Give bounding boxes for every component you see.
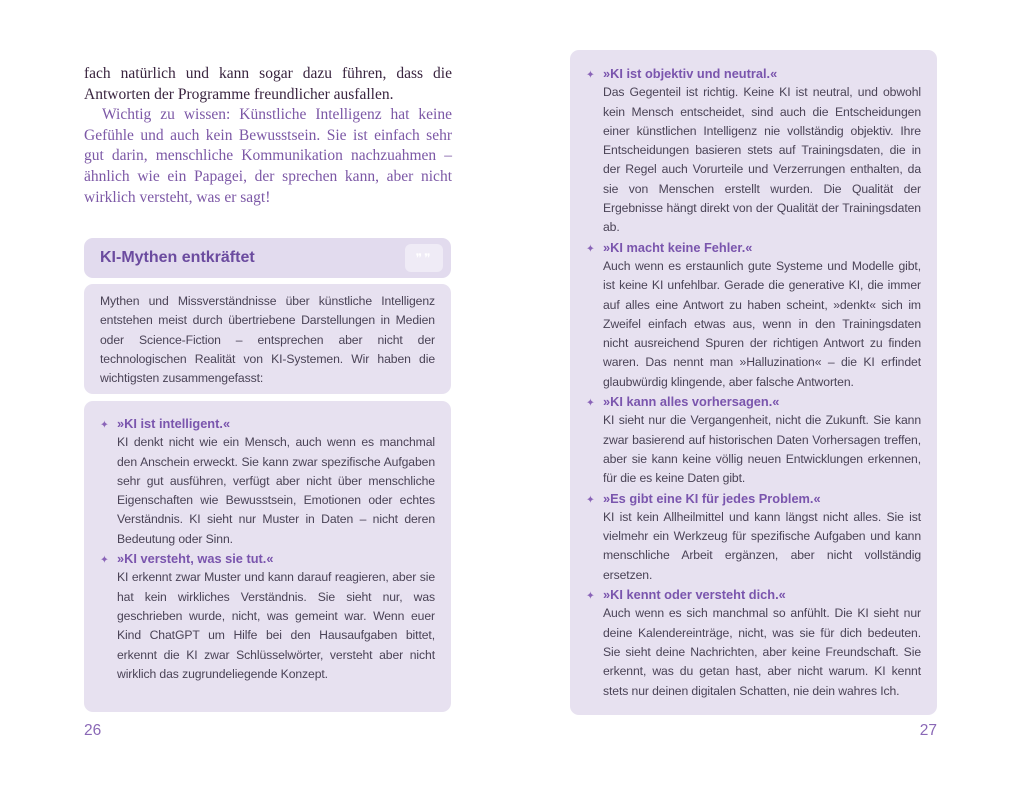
page-number-right: 27 — [919, 722, 937, 739]
myth-body: Auch wenn es erstaunlich gute Systeme und Modelle gibt, ist keine KI unfehlbar. Gerade die generative KI, die immer auf alles eine Antwort zu haben scheint, »denkt« sich im Zweifel einfach etwas aus, wenn in den Trainingsdaten nicht ausreichend Spuren der richtigen Antwort zu finden waren. Das nennt man »Halluzination« – die KI erfindet glaubwürdig klingende, aber falsche Antworten. — [603, 258, 921, 389]
left-myths-panel — [84, 401, 451, 712]
bullet-star-icon: ✦ — [586, 69, 595, 81]
myth-item — [586, 489, 921, 585]
myth-item — [586, 585, 921, 701]
myth-body: KI sieht nur die Vergangenheit, nicht die Zukunft. Sie kann zwar basierend auf historischen Daten Vorhersagen treffen, aber sie kann keine völlig neuen Entwicklungen erkennen, für die es keine Daten gibt. — [603, 413, 921, 486]
myth-body: KI denkt nicht wie ein Mensch, auch wenn es manchmal den Anschein erweckt. Sie kann zwar spezifische Aufgaben sehr gut ausführen, verfügt aber nicht über menschliche Eigenschaften wie Bewusstsein, Emotionen oder echtes Verständnis. KI sieht nur Muster in Daten – nicht deren Bedeutung oder Sinn. — [117, 435, 435, 546]
right-myths-panel — [570, 50, 937, 715]
quote-icon: ❞❞ — [405, 244, 443, 272]
myth-item — [586, 238, 921, 392]
bullet-star-icon: ✦ — [586, 397, 595, 410]
myth-title: »KI ist objektiv und neutral.« — [603, 66, 778, 81]
page-number-left: 26 — [84, 722, 102, 739]
bullet-star-icon: ✦ — [100, 419, 109, 431]
myth-body: KI ist kein Allheilmittel und kann längst nicht alles. Sie ist vielmehr ein Werkzeug für spezifische Aufgaben und kann menschliche Arbeit ergänzen, aber nicht vollständig ersetzen. — [603, 509, 921, 582]
bullet-star-icon: ✦ — [586, 242, 595, 255]
myth-intro-panel — [84, 284, 451, 394]
myth-title: »KI ist intelligent.« — [117, 416, 231, 431]
myth-title: »Es gibt eine KI für jedes Problem.« — [603, 490, 821, 506]
myth-title: »KI versteht, was sie tut.« — [117, 551, 274, 567]
myth-title: »KI kann alles vorhersagen.« — [603, 394, 780, 410]
myth-body: KI erkennt zwar Muster und kann darauf reagieren, aber sie hat kein wirkliches Verständnis. Sie sieht nur, was geschrieben wurde, nicht, was gemeint war. Wenn euer Kind ChatGPT um Hilfe bei den Hausaufgaben bittet, erkennt die KI zwar Schlüsselwörter, versteht aber nicht wirklich das zugrundeliegende Konzept. — [117, 570, 435, 681]
myth-box-title: KI-Mythen entkräftet — [100, 249, 255, 266]
myth-body: Das Gegenteil ist richtig. Keine KI ist neutral, und obwohl kein Mensch entscheidet, sind auch die Entscheidungen einer künstlichen Intelligenz nie vollständig objektiv. Ihre Entscheidungen basieren stets auf Trainingsdaten, die in der Regel auch Vorurteile und Verzerrungen enthalten, da sie von Menschen erstellt wurden. Die Qualität der Ergebnisse hängt direkt von der Qualität der Trainingsdaten ab. — [603, 85, 921, 235]
continuation-paragraph: fach natürlich und kann sogar dazu führen, dass die Antworten der Programme freundlicher ausfallen. — [84, 65, 452, 103]
myth-title: »KI kennt oder versteht dich.« — [603, 587, 786, 603]
myth-title: »KI macht keine Fehler.« — [603, 239, 753, 255]
highlight-paragraph: Wichtig zu wissen: Künstliche Intelligenz hat keine Gefühle und auch kein Bewusstsein. Sie ist einfach sehr gut darin, menschliche Kommunikation nachzuahmen – ähnlich wie ein Papagei, der sprechen kann, aber nicht wirklich versteht, was er sagt! — [84, 106, 452, 206]
myth-item — [586, 64, 921, 238]
myth-item — [100, 549, 435, 684]
bullet-star-icon: ✦ — [586, 493, 595, 506]
bullet-star-icon: ✦ — [100, 554, 109, 567]
myth-item — [100, 414, 435, 549]
myth-box-header — [84, 238, 451, 278]
myth-intro-text: Mythen und Missverständnisse über künstliche Intelligenz entstehen meist durch übertriebene Darstellungen in Medien oder Science-Fiction – entsprechen aber nicht der technologischen Realität von KI-Systemen. Wir haben die wichtigsten zusammengefasst: — [100, 294, 435, 386]
bullet-star-icon: ✦ — [586, 590, 595, 603]
myth-body: Auch wenn es sich manchmal so anfühlt. Die KI sieht nur deine Kalendereinträge, nicht, was sie für dich bedeuten. Sie sieht deine Nachrichten, aber keine Freundschaft. Sie erkennt, was du getan hast, aber nicht warum. KI kennt stets nur deinen digitalen Schatten, nie dein wahres Ich. — [603, 606, 921, 698]
left-page-body-text — [84, 64, 452, 208]
myth-item — [586, 392, 921, 488]
